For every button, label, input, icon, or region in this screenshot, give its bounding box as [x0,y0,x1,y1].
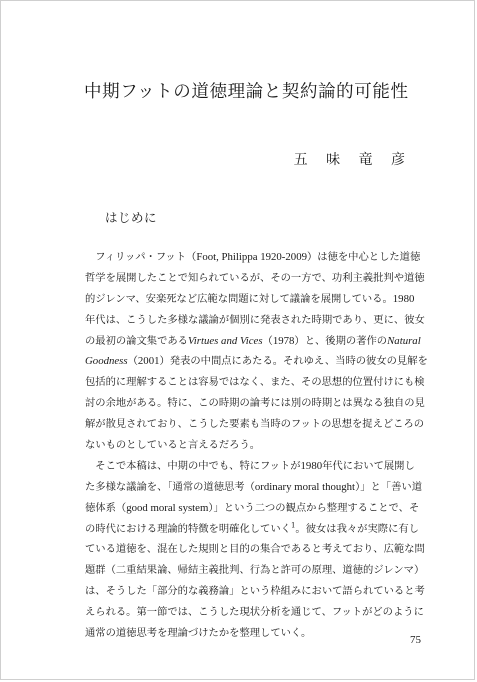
text-line: 年代は、こうした多様な議論が個別に発表された時期であり、更に、彼女 [85,313,425,326]
text-line [85,498,420,519]
author-name: 五 味 竜 彦 [293,152,412,168]
text-run: good moral system [126,501,209,514]
text-run: ordinary moral thought [254,480,356,493]
text-line: えられる。第一節では、こうした現状分析を通じて、フットがどのように [85,606,424,619]
text-run: （ [262,334,273,347]
text-line: 討の余地がある。特に、この時期の論考には別の時期とは異なる独自の見 [85,397,425,410]
text-run: 的ジレンマ、安楽死など広範な問題に対して議論を展開している。 [85,292,393,305]
text-run: 1980 [300,459,323,472]
text-line [85,456,415,477]
text-run: 徳体系（ [85,501,127,514]
text-line: ている道徳を、混在した規則と目的の集合であると考えており、広範な問 [85,543,425,556]
text-run: ）発表の中間点にあたる。それゆえ、当時の彼女の見解を [159,355,428,368]
text-run: ）と、後期の著作の [294,334,388,347]
text-line [85,247,421,268]
text-run: 1978 [272,334,295,347]
text-line: は、そうした「部分的な義務論」という枠組みにおいて語られていると考 [85,585,425,598]
text-run: 年代において展開し [322,459,415,472]
text-line [85,351,428,372]
text-line [85,289,415,310]
page-number: 75 [410,634,421,646]
text-run: そこで本稿は、中期の中でも、特にフットが [95,459,301,472]
text-run: ）」という二つの観点から整理することで、そ [208,501,420,514]
text-line [85,519,419,540]
text-run: 。彼女は我々が実際に有し [295,522,419,535]
text-line: 通常の道徳思考を理論づけたかを整理していく。 [85,627,312,640]
book-title-natural: Natural [387,334,421,347]
section-heading: はじめに [105,210,158,225]
article-title: 中期フットの道徳理論と契約論的可能性 [84,82,409,102]
book-title-goodness: Goodness [85,355,128,368]
text-run: （ [127,355,138,368]
text-run: た多様な議論を、「通常の道徳思考（ [85,480,255,493]
text-run: Foot, Philippa 1920-2009 [196,251,307,263]
text-run: の時代における理論的特徴を明確化していく [85,522,291,535]
text-line [85,331,421,352]
text-line: 題群（二重結果論、帰結主義批判、行為と許可の原理、道徳的ジレンマ） [85,564,425,577]
text-line: 哲学を展開したことで知られているが、その一方で、功利主義批判や道徳 [85,271,425,284]
text-line: 解が散見されており、こうした要素も当時のフットの思想を捉えどころの [85,418,425,431]
text-run: 1980 [392,292,415,305]
paragraph-1 [85,247,428,456]
footnote-marker[interactable]: 1 [290,521,296,530]
text-line [85,477,422,498]
text-line: ないものとしていると言えるだろう。 [85,439,261,452]
text-run: ）」と「善い道 [355,480,422,493]
text-line: 包括的に理解することは容易ではなく、また、その思想的位置付けにも検 [85,376,425,389]
text-run: ）は徳を中心とした道徳 [307,251,421,263]
text-run: フィリッパ・フット（ [95,251,197,263]
text-run: 2001 [137,355,160,368]
book-title-virtues-and-vices: Virtues and Vices [187,334,263,347]
text-run: の最初の論文集である [85,334,188,347]
